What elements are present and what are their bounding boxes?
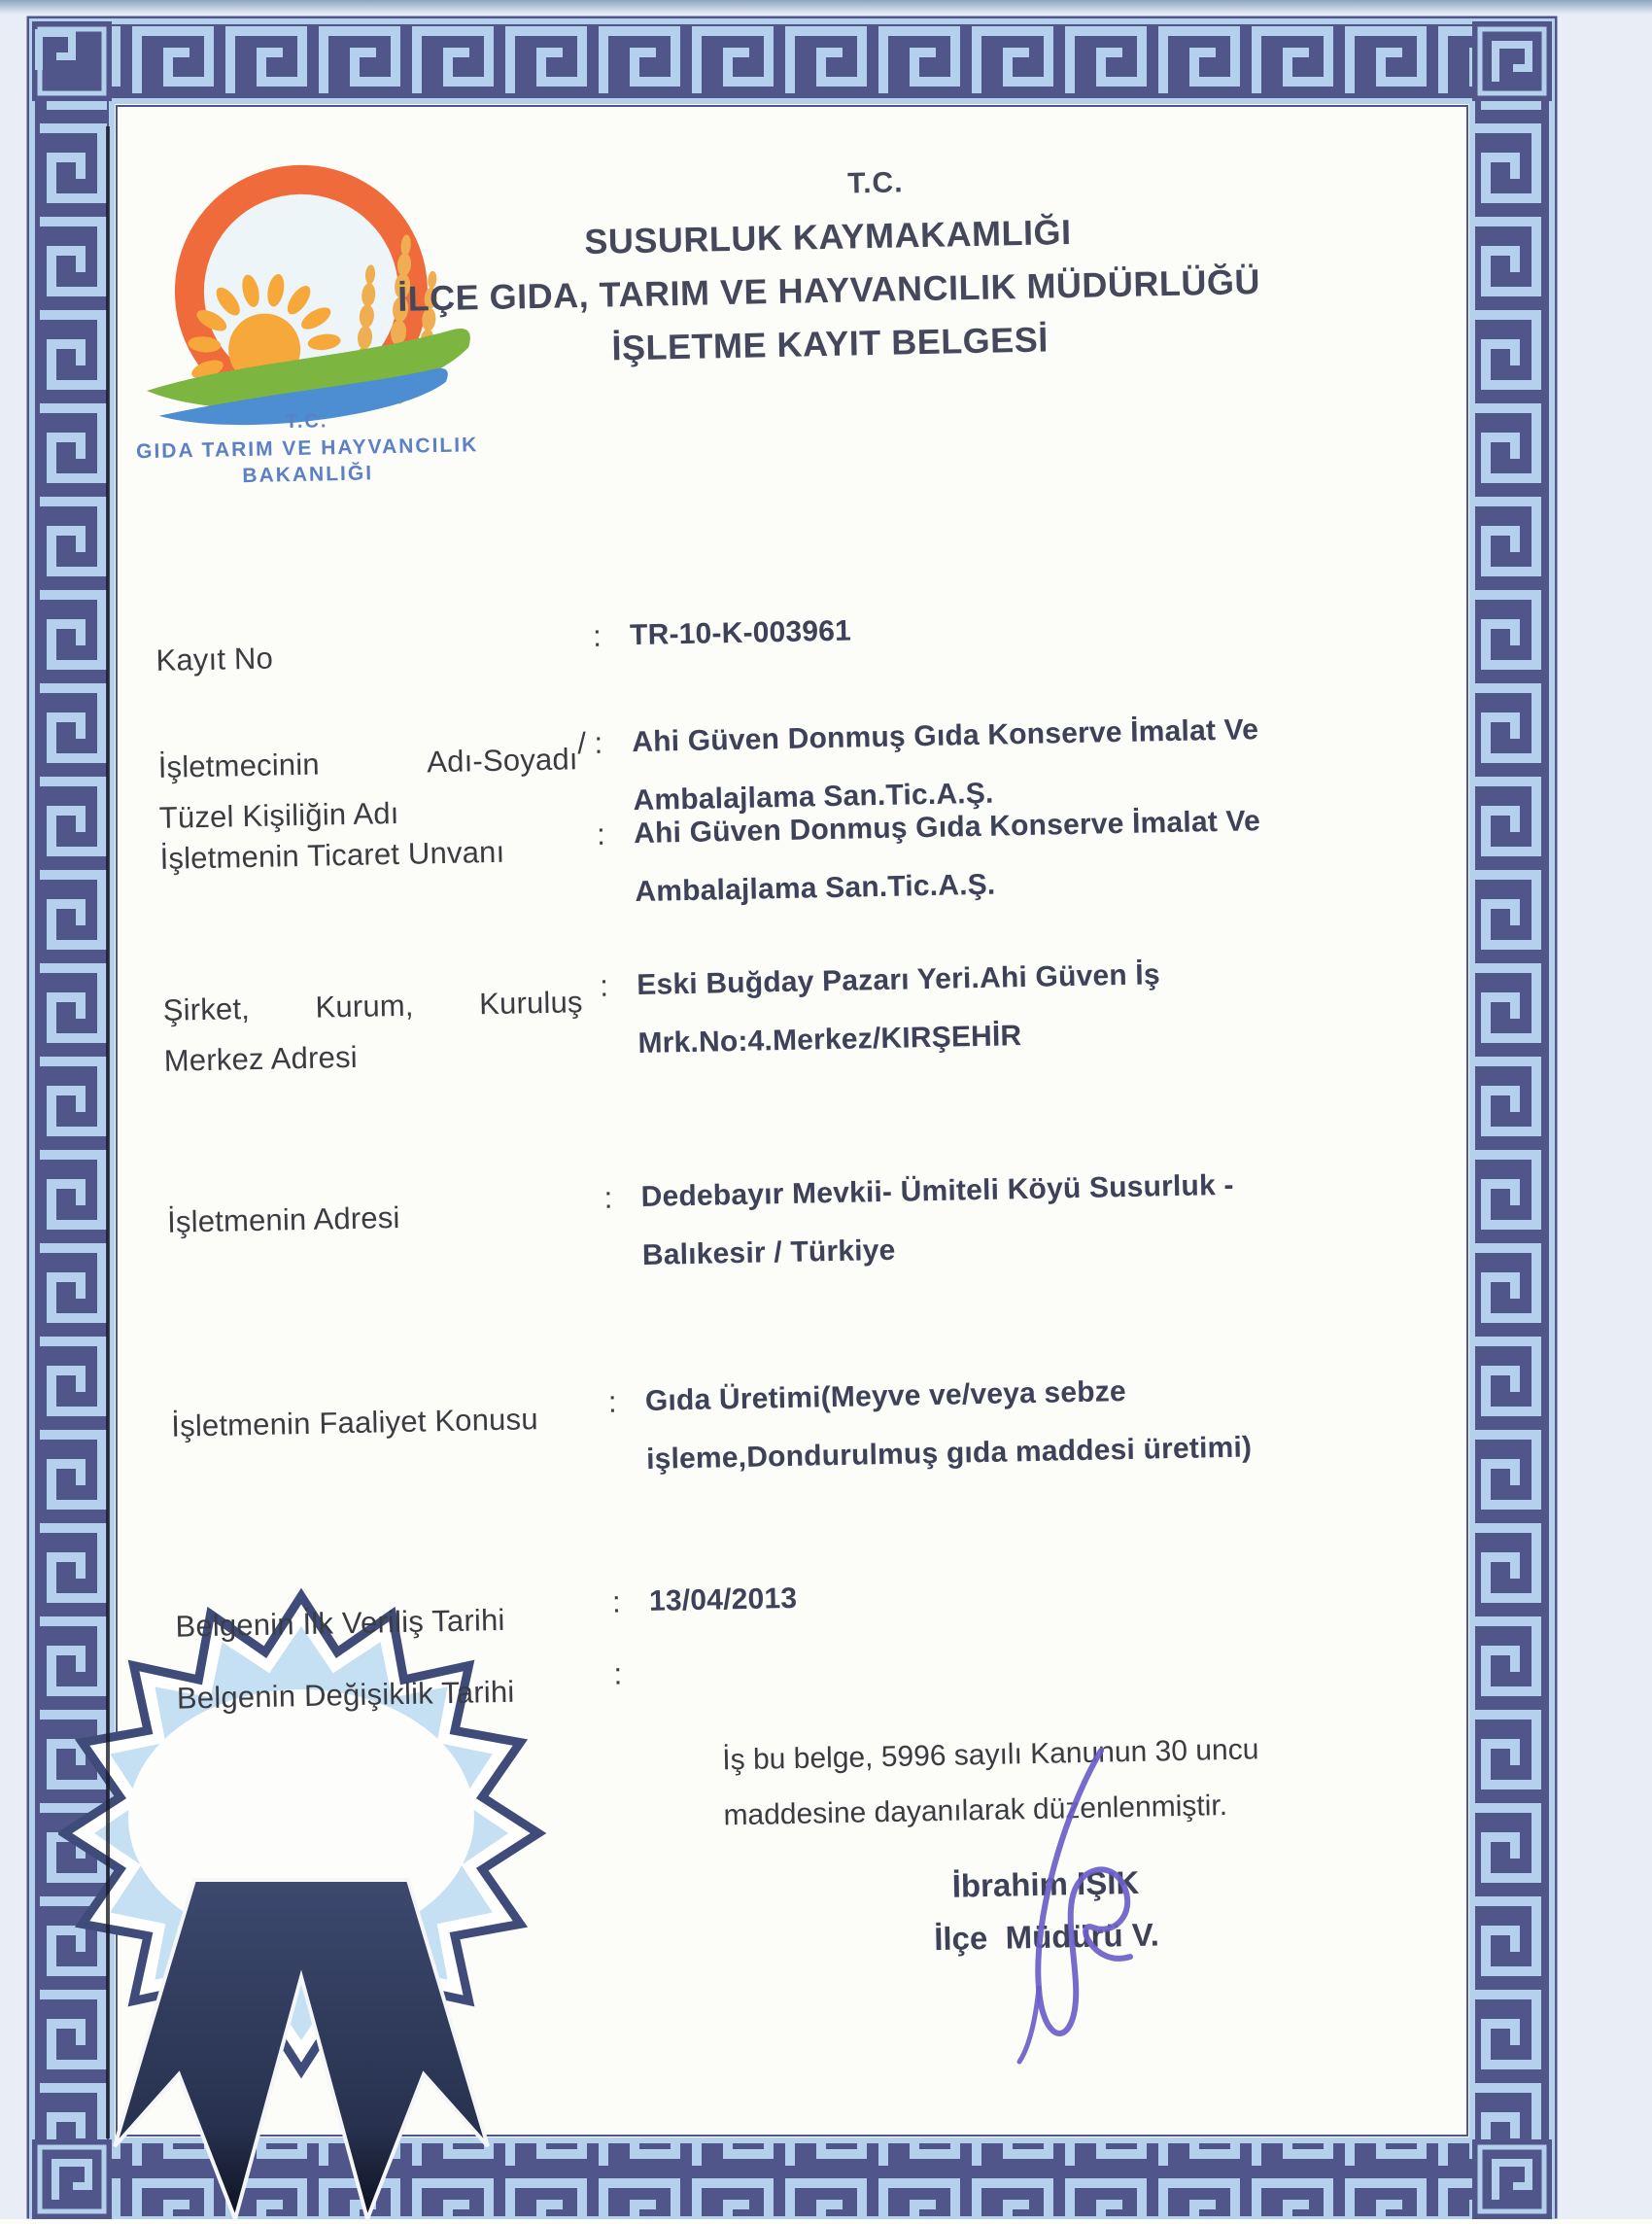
- field-label-line2: Merkez Adresi: [163, 1039, 359, 1078]
- field-value: 13/04/2013: [648, 1581, 798, 1617]
- legal-statement: İş bu belge, 5996 sayılı Kanunun 30 uncu maddesine dayanılarak düzenlenmiştir.: [722, 1733, 1259, 1832]
- field-value: [650, 1630, 1350, 1644]
- field-value: Ahi Güven Donmuş Gıda Konserve İmalat Ve Ambalajlama San.Tic.A.Ş.: [633, 805, 1261, 909]
- field-label: Belgenin Değişiklik Tarihi: [176, 1674, 515, 1716]
- scanner-line-artifact: [106, 126, 110, 2138]
- field-label-line1: İşletmecinin Adı-Soyadı: [157, 742, 579, 784]
- document-header: [272, 149, 1384, 382]
- field-colon: :: [592, 618, 602, 653]
- field-label: İşletmenin Adresi: [166, 1199, 400, 1239]
- field-value: Gıda Üretimi(Meyve ve/veya sebze işleme,Dondurulmuş gıda maddesi üretimi): [644, 1375, 1253, 1476]
- field-colon: :: [607, 1384, 617, 1419]
- field-row-ilk-verilis-tarihi: [175, 1577, 1399, 1644]
- signer-name: İbrahim IŞIK: [951, 1863, 1140, 1904]
- signer-title: İlçe Müdürü V.: [933, 1916, 1160, 1958]
- field-label-line2: Tüzel Kişiliğin Adı: [158, 795, 399, 835]
- field-row-degisiklik-tarihi: [176, 1649, 1400, 1716]
- field-label: [162, 977, 592, 1087]
- field-colon: :: [599, 968, 609, 1003]
- field-value: Eski Buğday Pazarı Yeri.Ahi Güven İş Mrk.No:4.Merkez/KIRŞEHİR: [637, 958, 1161, 1060]
- page-title: İŞLETME KAYIT BELGESİ: [611, 319, 1050, 368]
- field-colon: / :: [576, 725, 603, 761]
- logo-caption-line2: BAKANLIĞI: [242, 462, 374, 488]
- header-authority: SUSURLUK KAYMAKAMLIĞI: [583, 211, 1072, 261]
- field-label: İşletmenin Faaliyet Konusu: [170, 1402, 539, 1443]
- field-row-faaliyet-konusu: [170, 1375, 1395, 1476]
- field-label: Kayıt No: [155, 641, 274, 678]
- logo-caption-line1: GIDA TARIM VE HAYVANCILIK: [135, 434, 479, 464]
- field-colon: :: [603, 1180, 613, 1215]
- field-colon: :: [611, 1584, 622, 1619]
- field-label-line1: Şirket, Kurum, Kuruluş: [162, 985, 584, 1027]
- handwritten-signature: [957, 1745, 1171, 2066]
- field-label: İşletmenin Ticaret Unvanı: [159, 834, 505, 876]
- field-row-kayit-no: [155, 611, 1380, 678]
- scanner-edge-artifact: [0, 0, 1652, 15]
- field-row-isletme-adresi: [166, 1168, 1392, 1271]
- header-directorate: İLÇE GIDA, TARIM VE HAYVANCILIK MÜDÜRLÜĞÜ: [396, 261, 1261, 319]
- field-colon: :: [613, 1656, 623, 1691]
- field-row-merkez-adresi: [162, 958, 1387, 1078]
- field-value: Dedebayır Mevkii- Ümiteli Köyü Susurluk - Balıkesir / Türkiye: [640, 1168, 1234, 1271]
- field-label: Belgenin İlk Veriliş Tarihi: [175, 1602, 505, 1644]
- logo-caption-tc: T.C.: [285, 410, 328, 434]
- field-value: TR-10-K-003961: [629, 614, 852, 652]
- header-tc: T.C.: [846, 166, 904, 200]
- field-value: Ahi Güven Donmuş Gıda Konserve İmalat Ve Ambalajlama San.Tic.A.Ş.: [631, 713, 1259, 817]
- field-colon: :: [596, 817, 606, 851]
- field-row-isletmeci-adi: [157, 713, 1382, 835]
